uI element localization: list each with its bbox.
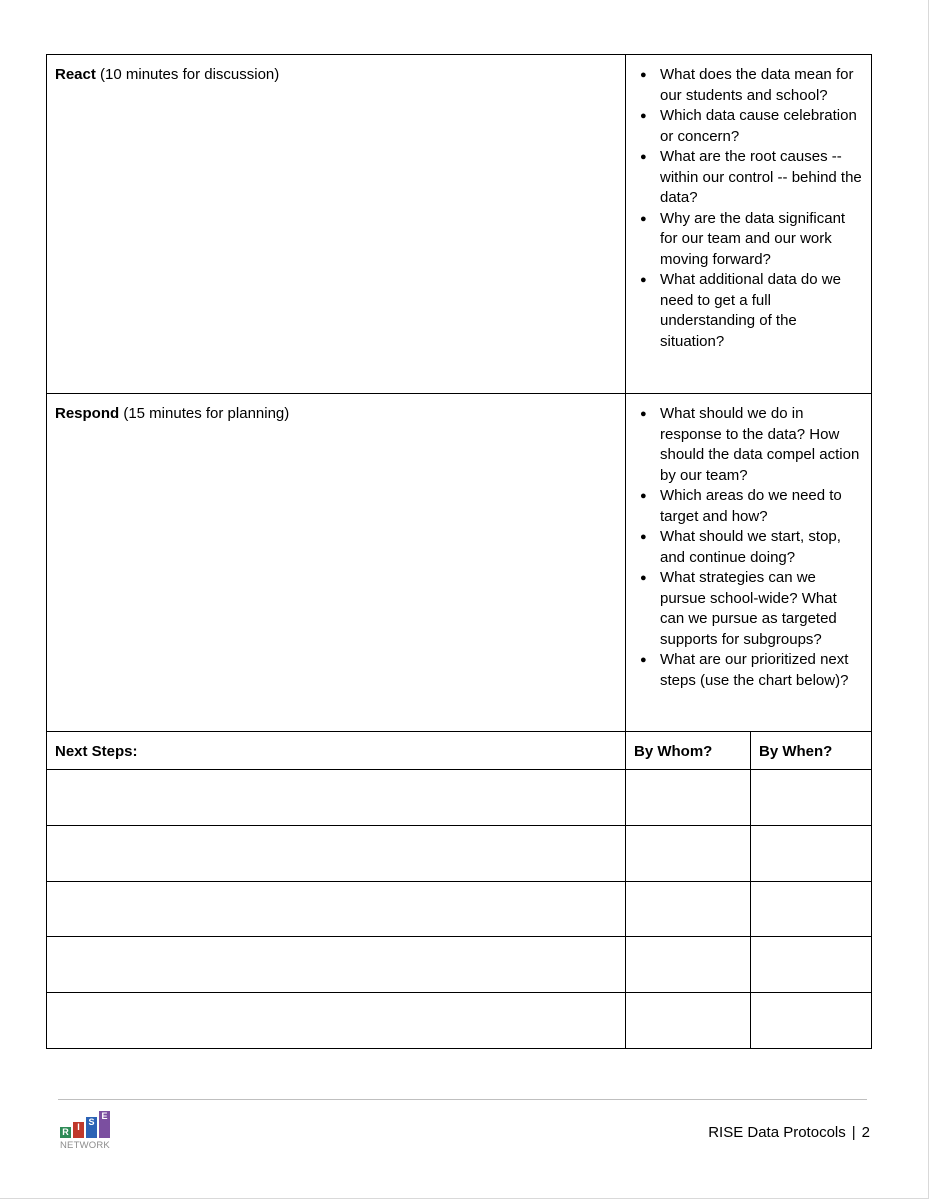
by-when-cell[interactable] [751,937,872,993]
react-questions-cell [626,55,872,394]
rise-network-logo [60,1111,120,1156]
by-when-header [751,732,872,770]
protocol-table [46,54,872,1049]
next-steps-row [47,770,872,826]
react-question: ● What are the root causes -- within our control -- behind the data? [660,147,863,209]
by-when-cell[interactable] [751,993,872,1049]
next-steps-header-row [47,732,872,770]
react-duration: (10 minutes for discussion) [95,66,280,83]
logo-bar-s: S [86,1117,97,1138]
respond-title: Respond [55,405,120,422]
react-question: ● Why are the data significant for our team and our work moving forward? [660,209,863,271]
next-steps-heading: Next Steps: [55,743,138,760]
respond-question: ● What should we start, stop, and continue doing? [660,527,863,568]
by-whom-cell[interactable] [626,993,751,1049]
by-when-cell[interactable] [751,826,872,882]
by-when-cell[interactable] [751,882,872,937]
by-whom-cell[interactable] [626,937,751,993]
respond-question: ● What strategies can we pursue school-wide? What can we pursue as targeted supports for subgroups? [660,568,863,650]
logo-bar-e: E [99,1111,110,1138]
page-number: 2 [861,1124,870,1141]
by-when-cell[interactable] [751,770,872,826]
footer-divider [58,1099,867,1100]
react-question: ● What does the data mean for our students and school? [660,65,863,106]
by-when-heading: By When? [759,743,833,760]
respond-duration: (15 minutes for planning) [119,405,290,422]
respond-questions [626,394,871,691]
respond-question: ● What should we do in response to the data? How should the data compel action by our team? [660,404,863,486]
react-label-cell [47,55,626,394]
next-steps-row [47,826,872,882]
next-steps-row [47,937,872,993]
next-step-cell[interactable] [47,937,626,993]
respond-question: ● What are our prioritized next steps (use the chart below)? [660,650,863,691]
next-steps-row [47,993,872,1049]
logo-bars [60,1111,112,1138]
react-question: ● Which data cause celebration or concern? [660,106,863,147]
logo-bar-r: R [60,1127,71,1138]
logo-subtitle: NETWORK [60,1140,110,1151]
next-step-cell[interactable] [47,826,626,882]
document-title: RISE Data Protocols [708,1124,846,1141]
next-steps-header [47,732,626,770]
by-whom-header [626,732,751,770]
respond-row [47,394,872,732]
respond-label [47,394,625,425]
next-steps-row [47,882,872,937]
by-whom-heading: By Whom? [634,743,713,760]
next-step-cell[interactable] [47,993,626,1049]
by-whom-cell[interactable] [626,882,751,937]
by-whom-cell[interactable] [626,826,751,882]
footer-separator: | [851,1124,856,1141]
respond-question: ● Which areas do we need to target and how? [660,486,863,527]
react-questions [626,55,871,352]
logo-bar-i: I [73,1122,84,1138]
respond-questions-cell [626,394,872,732]
next-step-cell[interactable] [47,882,626,937]
react-question: ● What additional data do we need to get a full understanding of the situation? [660,270,863,352]
by-whom-cell[interactable] [626,770,751,826]
react-row [47,55,872,394]
next-step-cell[interactable] [47,770,626,826]
react-title: React [55,66,96,83]
footer-page-label [708,1124,870,1141]
respond-label-cell [47,394,626,732]
react-label [47,55,625,86]
